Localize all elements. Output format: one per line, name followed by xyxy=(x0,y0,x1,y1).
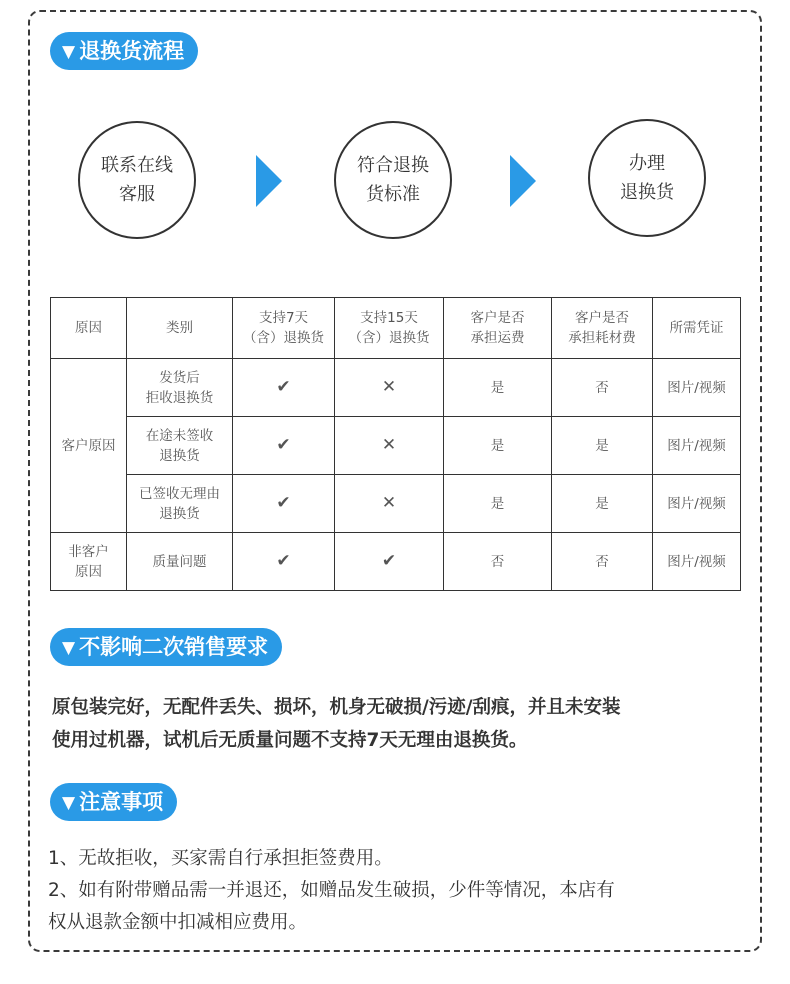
material-cell: 否 xyxy=(552,533,653,591)
table-row xyxy=(51,359,741,417)
check-icon: ✔ xyxy=(233,533,335,591)
section-title-process: ▼ 退换货流程 xyxy=(50,32,198,70)
table-row xyxy=(51,533,741,591)
check-icon: ✔ xyxy=(233,417,335,475)
step-process-return: 办理 退换货 xyxy=(588,119,706,237)
return-policy-table xyxy=(50,297,741,591)
proof-cell: 图片/视频 xyxy=(653,533,741,591)
section-title-notes: ▼ 注意事项 xyxy=(50,783,177,821)
cross-icon: ✕ xyxy=(335,359,444,417)
cross-icon: ✕ xyxy=(335,417,444,475)
shipping-cell: 是 xyxy=(444,475,552,533)
header-15-days: 支持15天 （含）退换货 xyxy=(335,298,444,359)
table-header-row xyxy=(51,298,741,359)
note-item: 2、如有附带赠品需一并退还，如赠品发生破损，少件等情况，本店有 xyxy=(48,880,615,901)
proof-cell: 图片/视频 xyxy=(653,359,741,417)
arrow-right-icon xyxy=(256,155,282,207)
shipping-cell: 否 xyxy=(444,533,552,591)
header-7-days: 支持7天 （含）退换货 xyxy=(233,298,335,359)
check-icon: ✔ xyxy=(233,475,335,533)
table-row xyxy=(51,417,741,475)
material-cell: 是 xyxy=(552,417,653,475)
category-cell: 发货后 拒收退换货 xyxy=(127,359,233,417)
header-reason: 原因 xyxy=(51,298,127,359)
note-item: 1、无故拒收，买家需自行承担拒签费用。 xyxy=(48,848,393,869)
category-cell: 质量问题 xyxy=(127,533,233,591)
requirements-text: 原包装完好，无配件丢失、损坏，机身无破损/污迹/刮痕，并且未安装 使用过机器，试机后无质量问题不支持7天无理由退换货。 xyxy=(52,697,621,751)
material-cell: 否 xyxy=(552,359,653,417)
reason-customer: 客户原因 xyxy=(51,359,127,533)
table-row xyxy=(51,475,741,533)
material-cell: 是 xyxy=(552,475,653,533)
check-icon: ✔ xyxy=(233,359,335,417)
header-material-fee: 客户是否 承担耗材费 xyxy=(552,298,653,359)
notes-list xyxy=(48,843,748,939)
note-item: 权从退款金额中扣减相应费用。 xyxy=(48,912,308,933)
triangle-down-icon: ▼ xyxy=(62,638,76,658)
header-shipping-fee: 客户是否 承担运费 xyxy=(444,298,552,359)
category-cell: 在途未签收 退换货 xyxy=(127,417,233,475)
shipping-cell: 是 xyxy=(444,417,552,475)
cross-icon: ✕ xyxy=(335,475,444,533)
proof-cell: 图片/视频 xyxy=(653,417,741,475)
triangle-down-icon: ▼ xyxy=(62,42,76,62)
arrow-right-icon xyxy=(510,155,536,207)
header-proof: 所需凭证 xyxy=(653,298,741,359)
section-title-requirements: ▼ 不影响二次销售要求 xyxy=(50,628,282,666)
category-cell: 已签收无理由 退换货 xyxy=(127,475,233,533)
step-contact-service: 联系在线 客服 xyxy=(78,121,196,239)
reason-non-customer: 非客户 原因 xyxy=(51,533,127,591)
check-icon: ✔ xyxy=(335,533,444,591)
header-category: 类别 xyxy=(127,298,233,359)
proof-cell: 图片/视频 xyxy=(653,475,741,533)
step-meet-standard: 符合退换 货标准 xyxy=(334,121,452,239)
triangle-down-icon: ▼ xyxy=(62,793,76,813)
shipping-cell: 是 xyxy=(444,359,552,417)
